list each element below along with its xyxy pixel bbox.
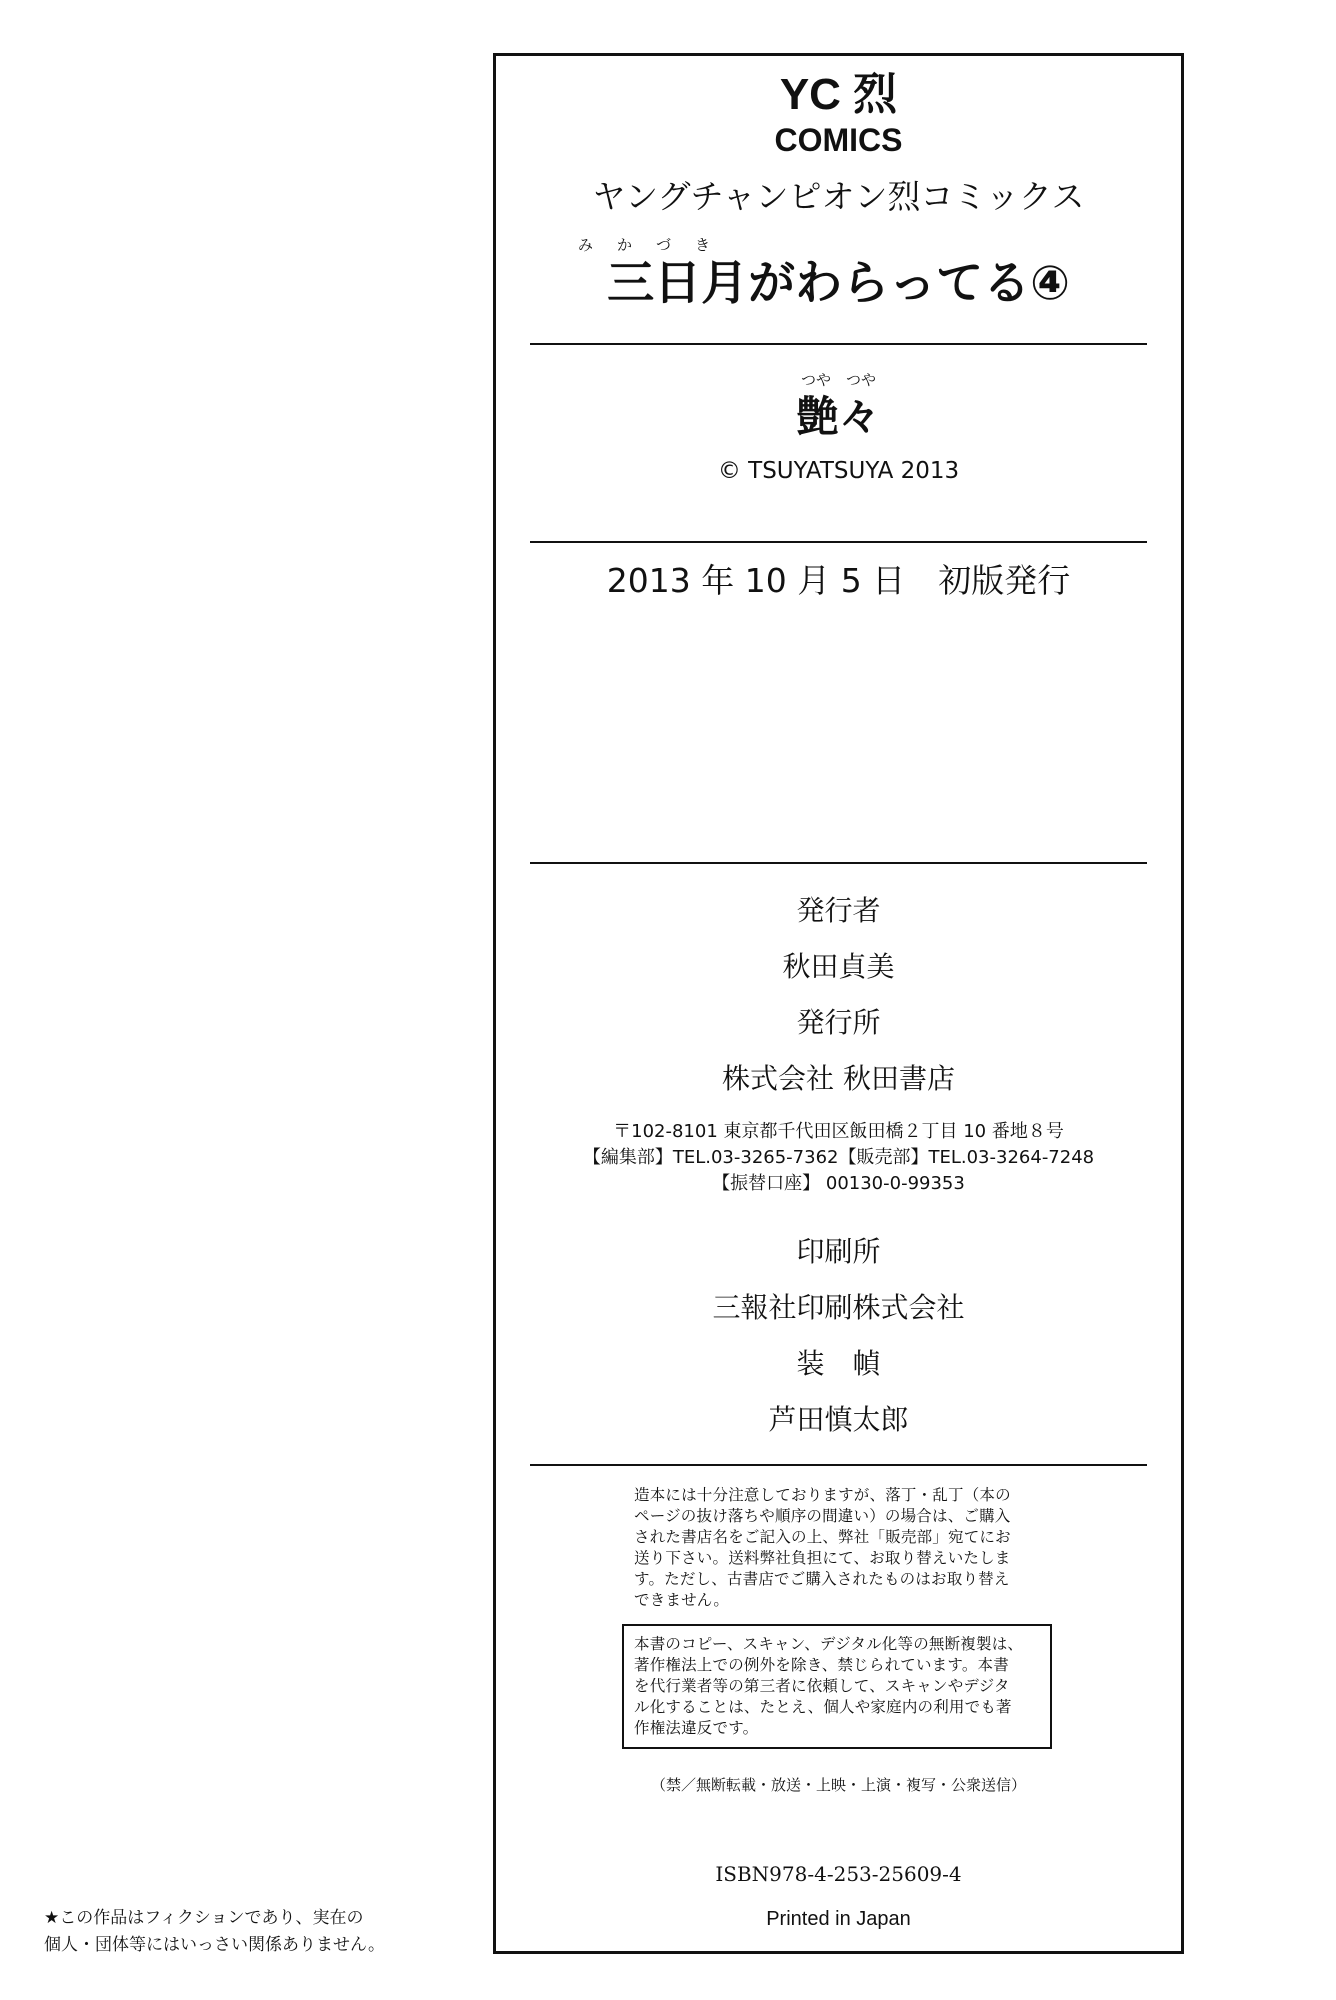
publisher-phones: 【編集部】TEL.03-3265-7362【販売部】TEL.03-3264-7248: [582, 1147, 1095, 1168]
label-line-1: YC 烈: [779, 70, 898, 119]
label-line-2: COMICS: [774, 122, 903, 158]
binding-line: ページの抜け落ちや順序の間違い）の場合は、ご購入: [634, 1507, 1011, 1525]
divider-1: [530, 343, 1147, 345]
office-name: 株式会社 秋田書店: [722, 1062, 955, 1095]
copy-line: 著作権法上での例外を除き、禁じられています。本書: [634, 1656, 1009, 1674]
divider-4: [530, 1464, 1147, 1466]
prohibited-uses: （禁／無断転載・放送・上映・上演・複写・公衆送信）: [650, 1776, 1026, 1794]
author-name: 艶々: [796, 392, 881, 441]
design-label: 装 幀: [796, 1347, 881, 1380]
binding-line: 造本には十分注意しておりますが、落丁・乱丁（本の: [634, 1486, 1011, 1504]
printer-name: 三報社印刷株式会社: [712, 1291, 965, 1324]
book-title: 三日月がわらってる④: [607, 256, 1070, 311]
issuer-name: 秋田貞美: [782, 950, 895, 983]
transfer-account: 【振替口座】 00130-0-99353: [712, 1173, 965, 1194]
edition-date: 2013 年 10 月 5 日 初版発行: [606, 561, 1071, 600]
fiction-note-line-2: 個人・団体等にはいっさい関係ありません。: [44, 1935, 386, 1955]
copy-line: を代行業者等の第三者に依頼して、スキャンやデジタ: [634, 1677, 1010, 1695]
office-label: 発行所: [796, 1006, 881, 1039]
binding-notice: [634, 1485, 1044, 1611]
designer-name: 芦田慎太郎: [768, 1403, 909, 1436]
copy-notice-box: [622, 1624, 1052, 1749]
printer-label: 印刷所: [796, 1235, 881, 1268]
binding-line: された書店名をご記入の上、弊社「販売部」宛てにお: [634, 1528, 1011, 1546]
issuer-label: 発行者: [796, 894, 881, 927]
fiction-note-line-1: ★この作品はフィクションであり、実在の: [44, 1908, 364, 1928]
divider-2: [530, 541, 1147, 543]
title-ruby: みかづき: [578, 236, 735, 254]
binding-line: できません。: [634, 1591, 730, 1609]
series-label: ヤングチャンピオン烈コミックス: [592, 177, 1085, 216]
copyright-line: © TSUYATSUYA 2013: [717, 458, 960, 484]
publisher-address: 〒102-8101 東京都千代田区飯田橋２丁目 10 番地８号: [613, 1121, 1064, 1142]
copy-line: 本書のコピー、スキャン、デジタル化等の無断複製は、: [634, 1635, 1024, 1653]
isbn: ISBN978-4-253-25609-4: [715, 1862, 962, 1886]
divider-3: [530, 862, 1147, 864]
printed-in: Printed in Japan: [766, 1908, 911, 1930]
copy-line: 作権法違反です。: [634, 1719, 759, 1737]
binding-line: す。ただし、古書店でご購入されたものはお取り替え: [634, 1570, 1010, 1588]
colophon-box: [493, 53, 1184, 1954]
author-ruby: つや つや: [800, 371, 876, 389]
binding-line: 送り下さい。送料弊社負担にて、お取り替えいたしま: [634, 1549, 1011, 1567]
fiction-note: [44, 1905, 385, 1959]
copy-line: ル化することは、たとえ、個人や家庭内の利用でも著: [634, 1698, 1012, 1716]
